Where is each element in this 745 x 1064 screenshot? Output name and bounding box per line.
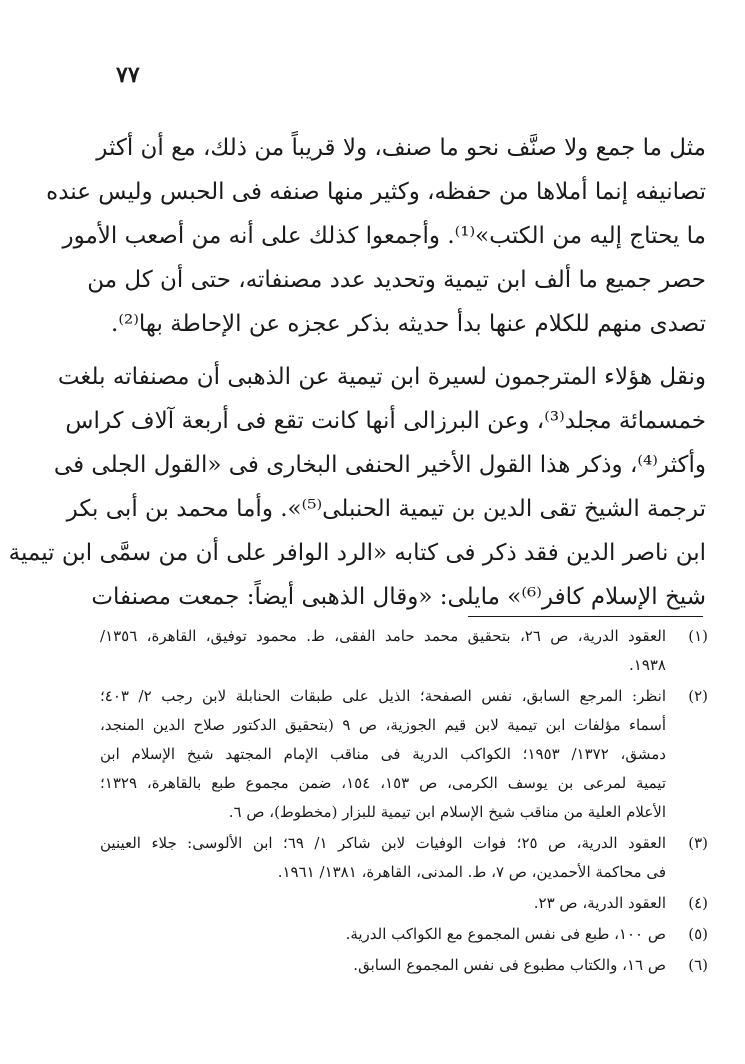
footnote-4 (100, 889, 708, 918)
text-line: حصر جميع ما ألف ابن تيمية وتحديد عدد مصنفاته، حتى أن كل من (87, 267, 706, 293)
text-line: تصانيفه إنما أملاها من حفظه، وكثير منها صنفه فى الحبس وليس عنده (46, 179, 706, 205)
text-line: وأكثر⁽⁴⁾، وذكر هذا القول الأخير الحنفى البخارى فى «القول الجلى فى (53, 452, 706, 478)
footnote-divider (468, 616, 703, 617)
footnotes (100, 622, 708, 980)
text-line: ترجمة الشيخ تقى الدين بن تيمية الحنبلى⁽⁵⁾». وأما محمد بن أبى بكر (66, 496, 706, 522)
text-line: شيخ الإسلام كافر⁽⁶⁾» مايلى: «وقال الذهبى أيضاً: جمعت مصنفات (91, 584, 706, 610)
footnote-number: (٢) (688, 687, 708, 705)
text-line: ما يحتاج إليه من الكتب»⁽¹⁾. وأجمعوا كذلك على أنه من أصعب الأمور (62, 223, 706, 249)
footnote-line: الأعلام العلية من مناقب شيخ الإسلام ابن تيمية للبزار (مخطوط)، ص ٦. (228, 803, 666, 821)
text-line: تصدى منهم للكلام عنها بدأ حديثه بذكر عجزه عن الإحاطة بها⁽²⁾. (111, 311, 706, 337)
footnote-2 (100, 682, 708, 827)
text-line: ونقل هؤلاء المترجمون لسيرة ابن تيمية عن الذهبى أن مصنفاته بلغت (57, 364, 706, 390)
footnote-number: (٦) (688, 956, 708, 974)
footnote-6 (100, 951, 708, 980)
text-line: خمسمائة مجلد⁽³⁾، وعن البرزالى أنها كانت تقع فى أربعة آلاف كراس (65, 408, 706, 434)
footnote-1 (100, 622, 708, 680)
page-number: ٧٧ (116, 62, 140, 88)
paragraph-2 (8, 355, 706, 619)
paragraph-1 (46, 126, 706, 346)
footnote-number: (٤) (688, 894, 708, 912)
text-line: ابن ناصر الدين فقد ذكر فى كتابه «الرد الوافر على أن من سمَّى ابن تيمية (8, 540, 706, 566)
text-line: مثل ما جمع ولا صنَّف نحو ما صنف، ولا قريباً من ذلك، مع أن أكثر (96, 135, 706, 161)
footnote-line: دمشق، ١٣٧٢/ ١٩٥٣؛ الكواكب الدرية فى مناقب الإمام المجتهد شيخ الإسلام ابن (100, 745, 666, 763)
footnote-line: أسماء مؤلفات ابن تيمية لابن قيم الجوزية، ص ٩ (بتحقيق الدكتور صلاح الدين المنجد، (100, 716, 666, 734)
footnote-3 (100, 829, 708, 887)
footnote-number: (٣) (688, 834, 708, 852)
footnote-line: ص ١٠٠، طبع فى نفس المجموع مع الكواكب الدرية. (345, 925, 666, 943)
footnote-line: ١٩٣٨. (628, 656, 666, 674)
footnote-line: فى محاكمة الأحمدين، ص ٧، ط. المدنى، القاهرة، ١٣٨١/ ١٩٦١. (277, 863, 666, 881)
footnote-line: العقود الدرية، ص ٢٣. (533, 894, 666, 912)
footnote-5 (100, 920, 708, 949)
footnote-line: العقود الدرية، ص ٢٦، بتحقيق محمد حامد الفقى، ط. محمود توفيق، القاهرة، ١٣٥٦/ (100, 627, 666, 645)
footnote-line: ص ١٦، والكتاب مطبوع فى نفس المجموع السابق. (353, 956, 666, 974)
footnote-line: تيمية لمرعى بن يوسف الكرمى، ص ١٥٣، ١٥٤، ضمن مجموع طبع بالقاهرة، ١٣٢٩؛ (100, 774, 666, 792)
footnote-line: انظر: المرجع السابق، نفس الصفحة؛ الذيل على طبقات الحنابلة لابن رجب ٢/ ٤٠٣؛ (100, 687, 667, 705)
footnote-line: العقود الدرية، ص ٢٥؛ فوات الوفيات لابن شاكر ١/ ٦٩؛ ابن الألوسى: جلاء العينين (100, 834, 667, 852)
footnote-number: (٥) (688, 925, 708, 943)
footnote-number: (١) (688, 627, 708, 645)
